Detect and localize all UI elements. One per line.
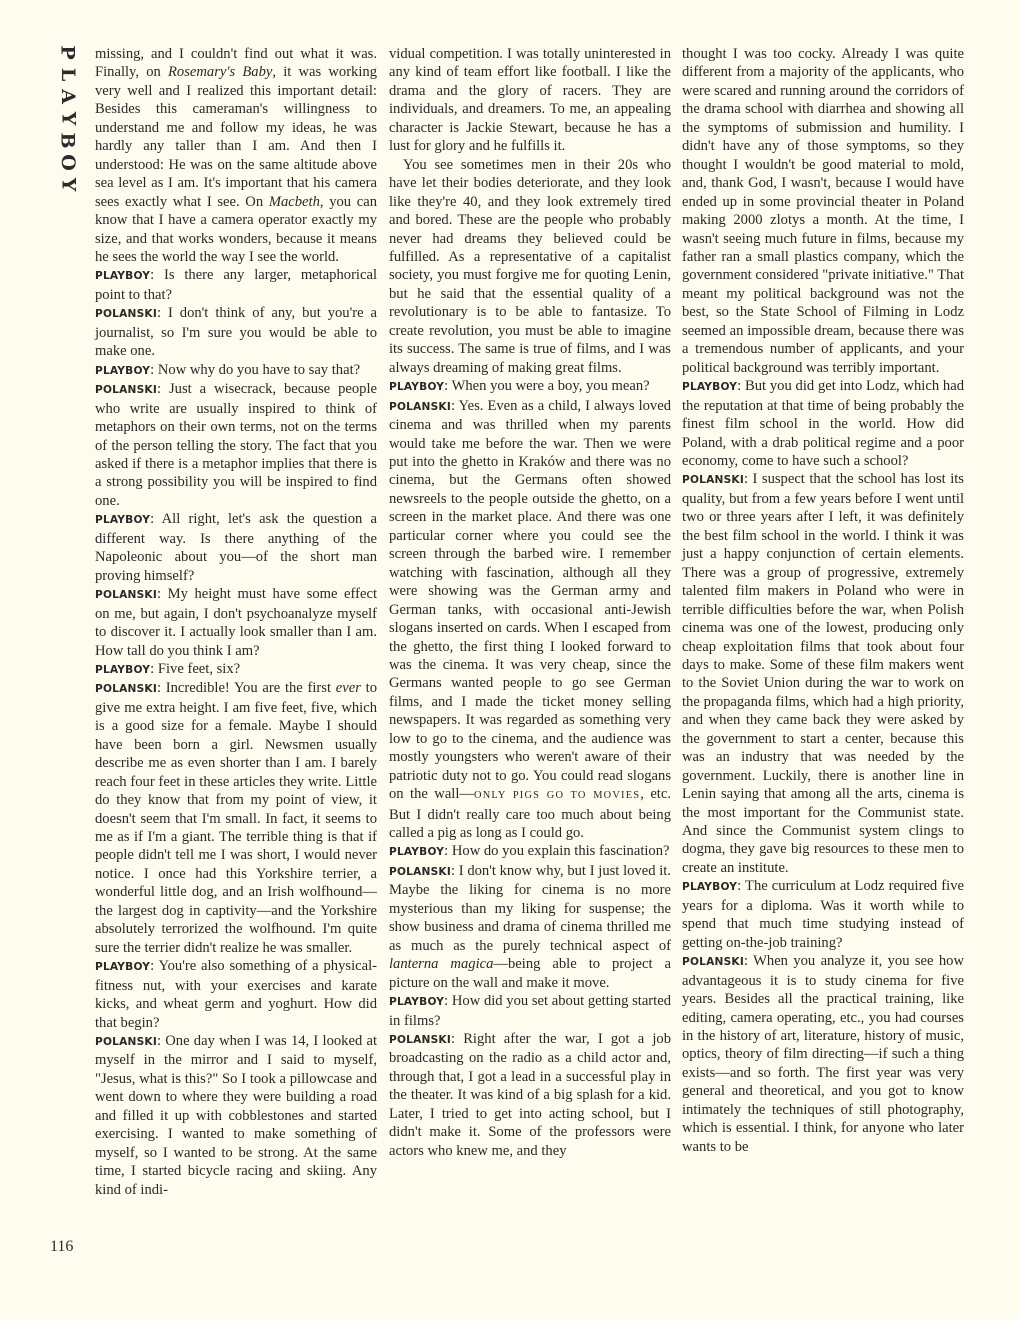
paragraph-text: , etc. But I didn't really care too much about being called a pig as long as I could go. [389,786,671,842]
article-paragraph [95,660,377,679]
italic-text: ever [335,680,361,697]
italic-text: lanterna magica [389,956,494,973]
speaker-label: POLANSKI [95,308,157,321]
paragraph-text: missing, and I couldn't find out what it was. Finally, on [95,46,377,81]
paragraph-text: : You're also something of a physical-fitness nut, with your exercises and karate kicks, and wheat germ and yoghurt. How did that begin? [95,958,377,1031]
article-paragraph [682,377,964,470]
italic-text: Macbeth [268,193,320,210]
speaker-label: PLAYBOY [95,961,151,974]
speaker-label: POLANSKI [389,1034,451,1047]
speaker-label: POLANSKI [95,384,157,397]
paragraph-text: —being able to project a picture on the wall and make it move. [389,956,671,991]
paragraph-text: : I suspect that the school has lost its quality, but from a few years before I went until two or three years after I left, it was definitely the best film school in the world. I think it was just a happy conjunction of certain elements. There was a group of progressive, extremely talented film makers in Poland who were in terrible difficulties before the war, when Polish cinema was one of the lowest, producing only cheap exploitation films that took about four days to make. Some of these film makers went to the Soviet Union during the war to work on the propaganda films, which had a high priority, and when they came back they were asked by the government to start a center, because this was an industry that was needed by the government. Luckily, there is another line in Lenin saying that among all the arts, cinema is the most important for the Communist state. And since the Communist system clings to dogma, they gave big resources to these men to create an institute. [682,471,964,876]
article-paragraph [389,45,671,156]
speaker-label: PLAYBOY [682,381,738,394]
article-paragraph [682,45,964,377]
paragraph-text: : The curriculum at Lodz required five years for a diploma. Was it worth while to spend that much time studying instead of getting on-the-job training? [682,878,964,951]
paragraph-text: : When you analyze it, you see how advantageous it is to study cinema for five years. Besides all the practical training, like editing, camera operating, etc., you had courses in the history of art, literature, history of music, optics, theory of film directing—if such a thing exists—and so forth. The first year was very general and theoretical, and you got to know intimately the techniques of still photography, which is essential. I think, for anyone who later wants to be [682,953,964,1155]
masthead-letter: Y [56,177,79,193]
paragraph-text: , you can know that I have a camera operator exactly my size, and that works wonders, because it means he sees the world the way I see the world. [95,193,378,265]
paragraph-text: : Right after the war, I got a job broadcasting on the radio as a child actor and, through that, I got a lead in a successful play in the theater. It was kind of a big splash for a kid. Later, I tried to get into acting school, but I didn't make it. Some of the professors were actors who knew me, and they [389,1031,671,1159]
paragraph-text: : I don't know why, but I just loved it. Maybe the liking for cinema is no more mysterious than my liking for suspense; the show business and drama of cinema thrilled me as much as the purely technical aspect of [389,862,671,954]
masthead-letter: Y [56,111,79,127]
article-paragraph [95,957,377,1032]
paragraph-text: : Is there any larger, metaphorical point to that? [95,267,377,303]
paragraph-text: : Incredible! You are the first [156,680,336,697]
speaker-label: POLANSKI [389,865,451,878]
speaker-label: PLAYBOY [95,663,151,676]
article-paragraph [389,862,671,992]
article-paragraph [95,380,377,510]
paragraph-text: thought I was too cocky. Already I was quite different from a majority of the applicants, who were scared and running around the corridors of the drama school with diarrhea and showing all the symptoms of submission and humility. I didn't have any of those symptoms, so they thought I wouldn't be good material to mold, and, thank God, I wasn't, because I would have ended up in some provincial theater in Poland making 2000 zlotys a month. At the time, I wasn't seeing much future in films, because my father ran a small plastics company, which the government considered "private initiative." That meant my political background was not the best, so the State School of Filming in Lodz seemed an impossible dream, because there was a tremendous number of applicants, and your political background was terribly important. [682,46,964,376]
paragraph-text: : Yes. Even as a child, I always loved cinema and was thrilled when my parents would take me before the war. Then we were put into the ghetto in Kraków and there was no cinema, but the Germans often showed newsreels to the people outside the ghetto, on a screen in the market place. And there was one particular corner where you could see the screen through the barbed wire. I remember watching with fascination, although all they were showing was the German army and German tanks, with occasional anti-Jewish slogans inserted on cards. When I escaped from the ghetto, the first thing I looked forward to was the cinema. It was very cheap, since the Germans wanted people to go see German films, and I made the ticket money selling newspapers. It was regarded as something very low to go to the cinema, and the audience was mostly youngsters who weren't aware of their patriotic duty not to go. You could read slogans on the wall— [389,397,671,803]
speaker-label: POLANSKI [682,956,744,969]
paragraph-text: to give me extra height. I am five feet, five, which is a good size for a female. Maybe I should have been born a girl. Newsmen usually describe me as even shorter than I am. I barely reach four feet in these articles they write. Little do they know that from my point of view, it doesn't seem that I'm small. In fact, it seems to me as if I'm a giant. The terrible thing is that if people didn't tell me I was short, I would never notice. I once had this Yorkshire terrier, a wonderful little dog, and an Irish wolfhound—the largest dog in captivity—and the Yorkshire absolutely terrorized the wolfhound. I'm quite sure the terrier didn't realize he was smaller. [95,680,377,956]
article-paragraph [95,361,377,380]
article-paragraph [389,992,671,1030]
article-paragraph [95,304,377,360]
text-column-2 [389,45,671,1160]
paragraph-text: , it was working very well and I realized this important detail: Besides this cameraman's willingness to understand me and follow my ideas, he was hardly any taller than I am. And then I understood: He was on the same altitude above sea level as I am. It's important that his camera sees exactly what I see. On [95,64,378,210]
paragraph-text: : Now why do you have to say that? [150,361,361,378]
small-caps-text: ONLY PIGS GO TO MOVIES [474,790,641,802]
paragraph-text: : All right, let's ask the question a different way. Is there anything of the Napoleonic about you—of the short man proving himself? [95,511,377,584]
masthead [55,42,81,196]
article-paragraph [95,510,377,585]
masthead-letter: B [57,132,79,150]
speaker-label: PLAYBOY [682,881,738,894]
speaker-label: POLANSKI [682,474,744,487]
article-paragraph [95,45,377,266]
article-paragraph [682,877,964,952]
article-paragraph [389,1030,671,1160]
article-paragraph [389,397,671,843]
speaker-label: POLANSKI [95,589,157,602]
masthead-letter: O [57,154,79,172]
italic-text: Rosemary's Baby [168,64,273,81]
paragraph-text: vidual competition. I was totally uninterested in any kind of team effort like football. I like the drama and the glory of racers. They are individuals, and dreamers. To me, an appealing character is Jackie Stewart, because he has a lust for glory and he fulfills it. [389,46,671,155]
masthead-letter: P [56,45,79,61]
article-paragraph [389,156,671,377]
article-paragraph [389,377,671,396]
paragraph-text: : I don't think of any, but you're a journalist, so I'm sure you would be able to make one. [95,305,377,360]
page-number: 116 [50,1238,74,1255]
text-column-3 [682,45,964,1156]
paragraph-text: : How did you set about getting started in films? [389,993,671,1029]
paragraph-text: : Five feet, six? [150,660,241,677]
paragraph-text: : How do you explain this fascination? [444,843,670,860]
masthead-letter: L [56,67,79,83]
article-paragraph [95,679,377,957]
paragraph-text: : Just a wisecrack, because people who write are usually inspired to think of metaphors on their own terms, not on the terms of the person telling the story. The fact that you asked if there is a metaphor implies that there is a strong possibility you will be inspired to find one. [95,381,377,509]
paragraph-text: : My height must have some effect on me, but again, I don't psychoanalyze myself to discover it. I actually look smaller than I am. How tall do you think I am? [95,586,377,659]
article-paragraph [682,470,964,877]
speaker-label: POLANSKI [389,400,451,413]
article-paragraph [389,842,671,861]
paragraph-text: : But you did get into Lodz, which had the reputation at that time of being probably the finest film school in the world. How did Poland, with a drab political regime and a poor economy, come to have such a school? [682,378,964,469]
speaker-label: PLAYBOY [95,270,151,283]
paragraph-text: You see sometimes men in their 20s who have let their bodies deteriorate, and they look like they're 40, and they look extremely tired and bored. These are the people who probably never had dreams they believed could be fulfilled. As a representative of a capitalist society, you must forgive me for quoting Lenin, but he said that the essential quality of a revolutionary is to be able to fantasize. To create revolution, you must be able to imagine its success. The same is true of films, and I was always dreaming of making great films. [389,156,671,376]
article-paragraph [682,952,964,1156]
speaker-label: POLANSKI [95,683,157,696]
speaker-label: PLAYBOY [95,514,151,527]
paragraph-text: : When you were a boy, you mean? [444,378,650,395]
paragraph-text: : One day when I was 14, I looked at myself in the mirror and I said to myself, "Jesus, what is this?" So I took a pillowcase and went down to where they were building a road and filled it up with cobblestones and started exercising. I wanted to make something of myself, so I wanted to be strong. At the same time, I started bicycle racing and skiing. Any kind of indi- [95,1033,377,1198]
speaker-label: POLANSKI [95,1036,157,1049]
masthead-letter: A [57,89,79,105]
article-paragraph [95,1032,377,1199]
article-paragraph [95,585,377,660]
text-column-1 [95,45,377,1199]
article-paragraph [95,266,377,304]
speaker-label: PLAYBOY [389,996,445,1009]
speaker-label: PLAYBOY [95,364,151,377]
speaker-label: PLAYBOY [389,846,445,859]
speaker-label: PLAYBOY [389,381,445,394]
